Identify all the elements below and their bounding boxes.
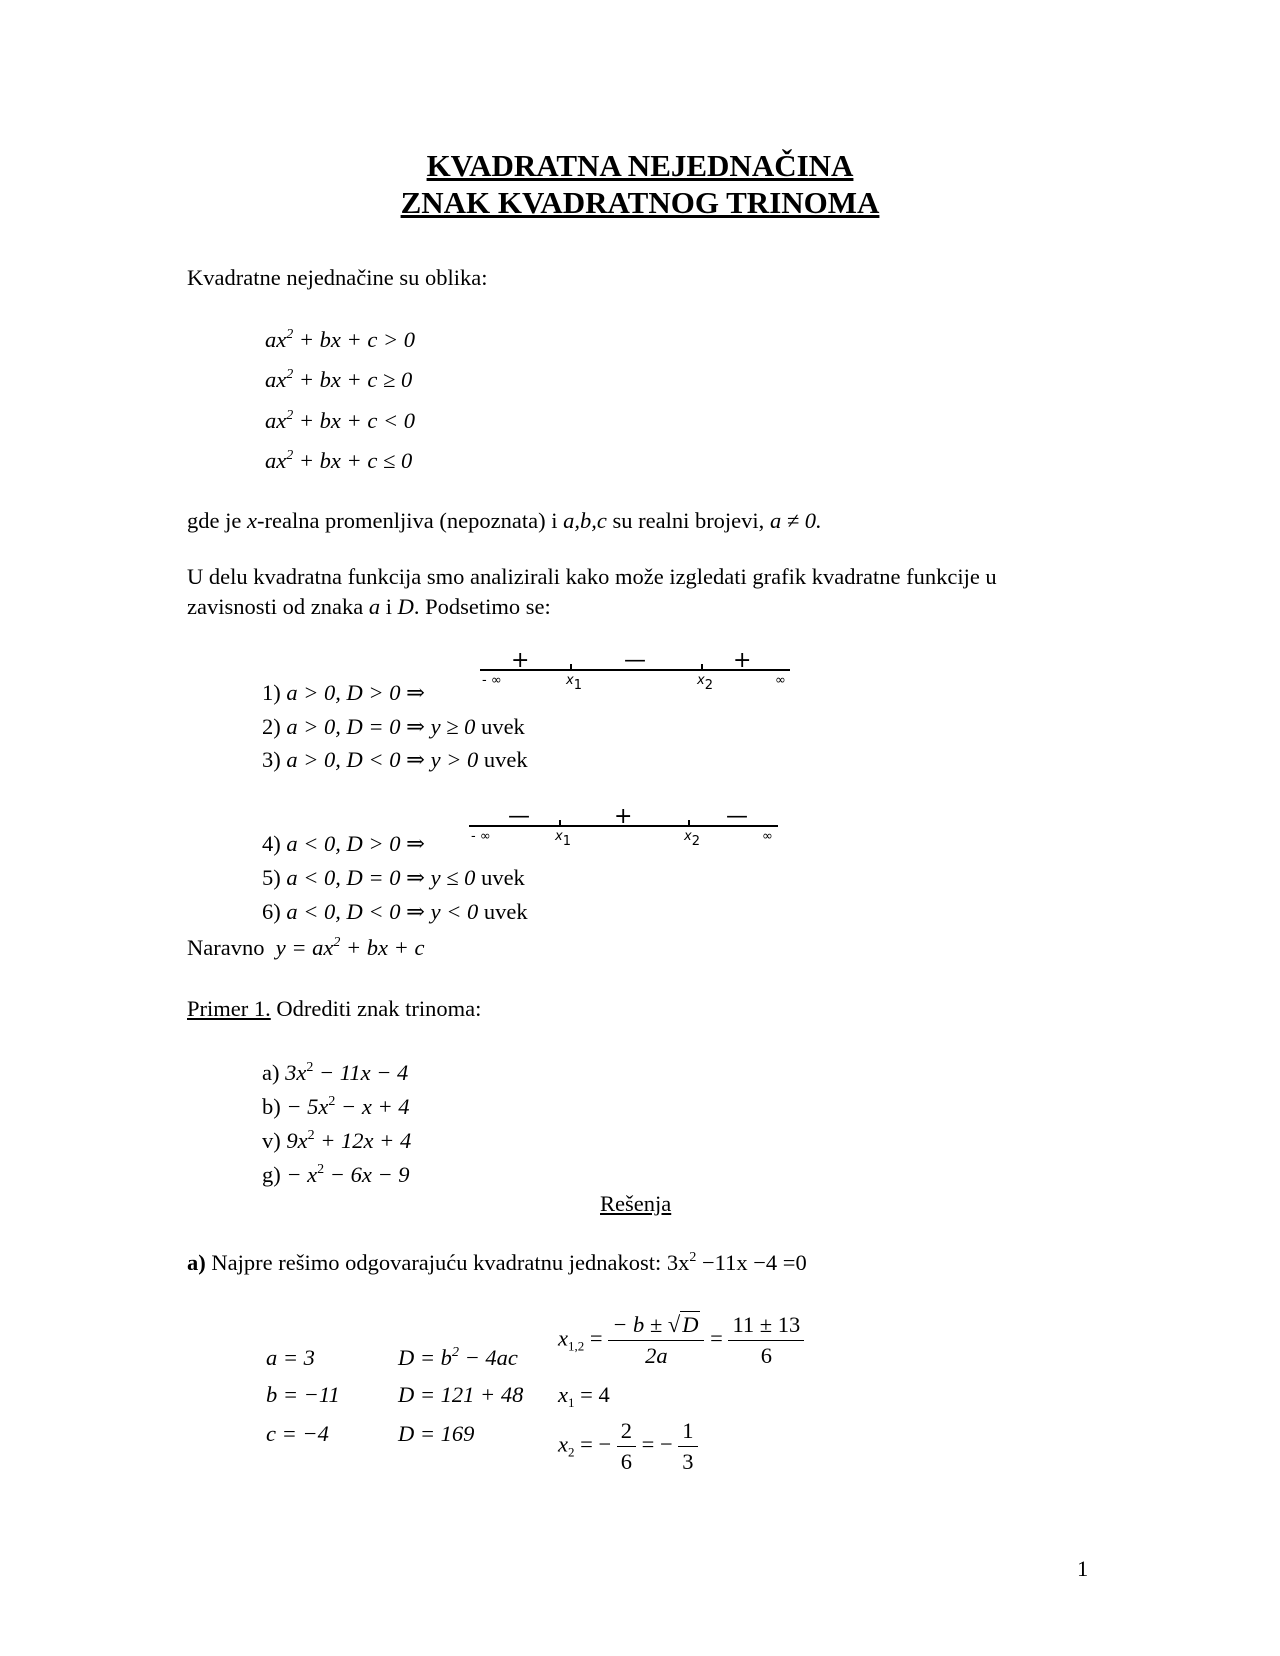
sign-minus: — <box>508 804 530 829</box>
disc-sum: D = 121 + 48 <box>398 1382 524 1407</box>
tick-x2 <box>688 820 690 826</box>
form-le: $ax^2$ + bx + c ≤ 0 <box>265 448 413 473</box>
form-ge: $ax^2$ + bx + c ≥ 0 <box>265 367 413 392</box>
form-gt: $ax^2$ + bx + c > 0 <box>265 327 416 352</box>
case-3: 3) a > 0, D < 0 ⇒ y > 0 uvek <box>262 747 528 772</box>
label-neg-inf: - ∞ <box>482 673 502 688</box>
case-2: 2) a > 0, D = 0 ⇒ y ≥ 0 uvek <box>262 714 525 739</box>
fraction-2-6: $\frac{2}{6}$ <box>617 1418 636 1475</box>
paragraph-line-2: zavisnosti od znaka a i D. Podsetimo se: <box>187 594 551 619</box>
label-x2: $x_2$ <box>697 673 713 693</box>
solution-a-text: a) Najpre rešimo odgovarajuću kvadratnu jednakost: $3x^2 -11x -4 =0$ <box>187 1250 807 1275</box>
example-item: $b) - 5x^2 - x + 4$ <box>262 1094 410 1119</box>
resenja-heading: Rešenja <box>600 1191 672 1216</box>
naravno-line: Naravno $y = ax^2$ + bx + c <box>187 935 425 960</box>
case-5: 5) a < 0, D = 0 ⇒ y ≤ 0 uvek <box>262 865 525 890</box>
label-x2: $x_2$ <box>684 829 700 849</box>
paragraph-line-1: U delu kvadratna funkcija smo analizirali kako može izgledati grafik kvadratne funkcije u <box>187 564 997 589</box>
coef-a: a = 3 <box>266 1345 315 1370</box>
example-heading: Primer 1. Odrediti znak trinoma: <box>187 996 482 1021</box>
coef-b: b = −11 <box>266 1382 340 1407</box>
form-lt: $ax^2$ + bx + c < 0 <box>265 408 416 433</box>
root-x2: $x_2$ = − $\frac{2}{6}$ = − $\frac{1}{3}$ <box>558 1418 698 1475</box>
label-neg-inf: - ∞ <box>471 829 491 844</box>
label-pos-inf: ∞ <box>775 673 786 688</box>
disc-formula: $D = b^2 - 4ac$ <box>398 1345 518 1370</box>
fraction-1-3: $\frac{1}{3}$ <box>678 1418 697 1475</box>
tick-x1 <box>570 664 572 670</box>
sign-minus: — <box>726 804 748 829</box>
roots-fraction: $\frac{- b \pm √D}{2a}$ <box>608 1312 704 1369</box>
intro-text: Kvadratne nejednačine su oblika: <box>187 265 488 290</box>
sign-plus: + <box>614 804 633 829</box>
tick-x1 <box>559 820 561 826</box>
case-6: 6) a < 0, D < 0 ⇒ y < 0 uvek <box>262 899 528 924</box>
label-x1: $x_1$ <box>566 673 582 693</box>
title-line-2: ZNAK KVADRATNOG TRINOMA <box>400 185 880 220</box>
roots-formula: $x_{1,2}$ = $\frac{- b \pm √D}{2a}$ = $\frac{11 \pm 13}{6}$ <box>558 1312 804 1369</box>
page-number: 1 <box>1077 1556 1089 1581</box>
example-item: a) $3x^2 - 11x - 4$ <box>262 1060 409 1085</box>
disc-value: D = 169 <box>398 1421 475 1446</box>
label-pos-inf: ∞ <box>762 829 773 844</box>
coef-c: c = −4 <box>266 1421 329 1446</box>
label-x1: $x_1$ <box>555 829 571 849</box>
tick-x2 <box>701 664 703 670</box>
case-4: 4) a < 0, D > 0 ⇒ <box>262 831 425 856</box>
example-item: $g) - x^2 - 6x - 9$ <box>262 1162 410 1187</box>
case-1: 1) a > 0, D > 0 ⇒ <box>262 680 425 705</box>
root-x1: $x_1 = 4$ <box>558 1382 610 1410</box>
title-line-1: KVADRATNA NEJEDNAČINA <box>426 148 854 183</box>
roots-fraction-numeric: $\frac{11 \pm 13}{6}$ <box>728 1312 804 1369</box>
where-text: gde je x-realna promenljiva (nepoznata) i a,b,c su realni brojevi, a ≠ 0. <box>187 508 822 533</box>
sign-plus: + <box>733 648 752 673</box>
sign-minus: — <box>624 648 646 673</box>
example-item: v) $9x^2 + 12x + 4$ <box>262 1128 412 1153</box>
sign-plus: + <box>511 648 530 673</box>
